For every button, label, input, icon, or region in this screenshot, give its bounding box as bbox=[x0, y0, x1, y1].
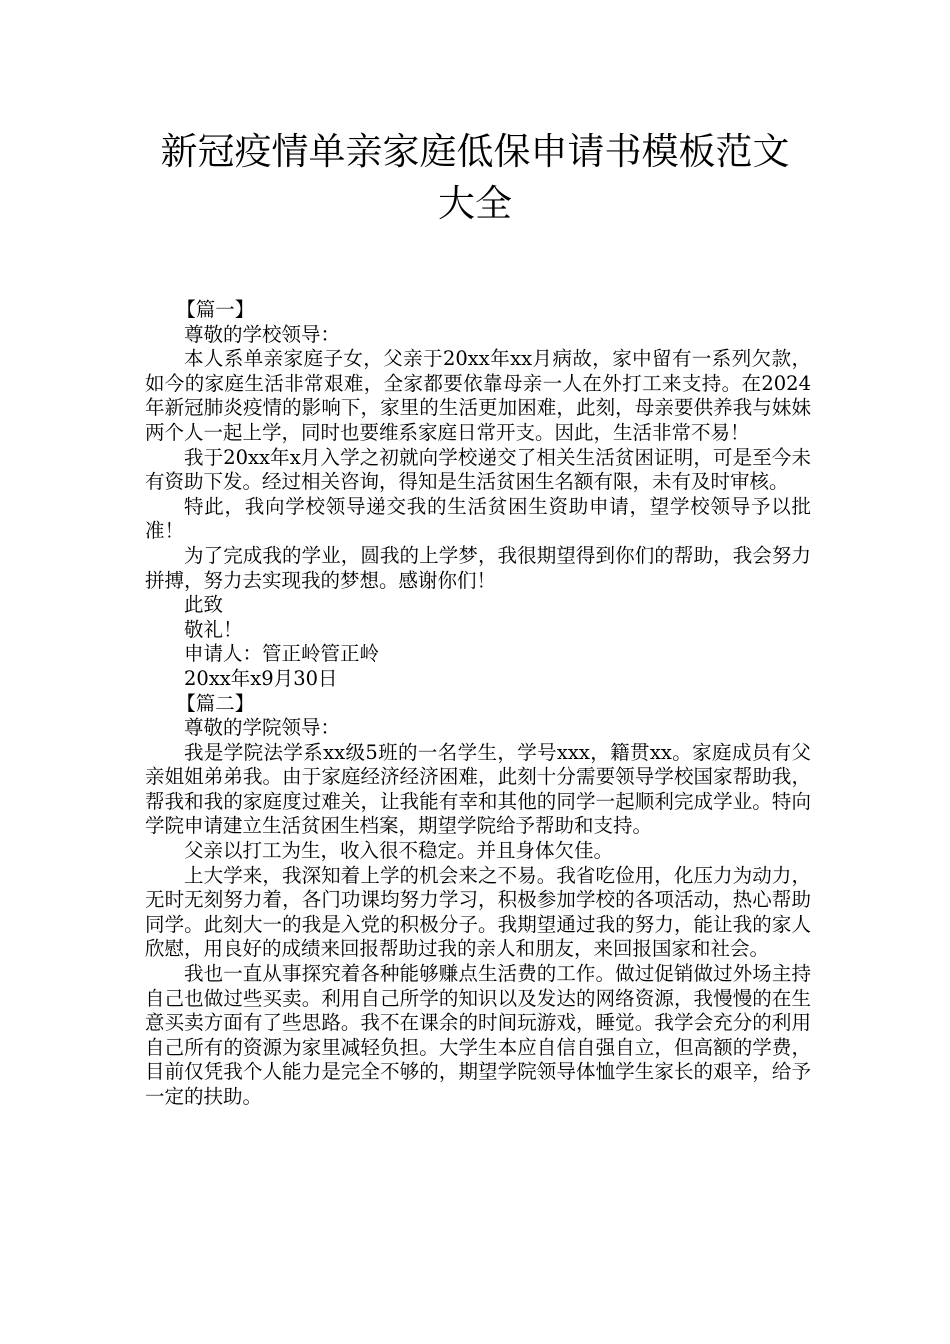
section-2-paragraph: 上大学来，我深知着上学的机会来之不易。我省吃俭用，化压力为动力，无时无刻努力着，各门功课均努力学习，积极参加学校的各项活动，热心帮助同学。此刻大一的我是入党的积极分子。我期望通过我的努力，能让我的家人欣慰，用良好的成绩来回报帮助过我的亲人和朋友，来回报国家和社会。 bbox=[145, 863, 811, 961]
document-body bbox=[145, 298, 811, 1110]
section-1-heading: 【篇一】 bbox=[176, 298, 255, 321]
section-2-paragraph: 我也一直从事探究着各种能够赚点生活费的工作。做过促销做过外场主持自己也做过些买卖。利用自己所学的知识以及发达的网络资源，我慢慢的在生意买卖方面有了些思路。我不在课余的时间玩游戏，睡觉。我学会充分的利用自己所有的资源为家里减轻负担。大学生本应自信自强自立，但高额的学费，目前仅凭我个人能力是完全不够的，期望学院领导体恤学生家长的艰辛，给予一定的扶助。 bbox=[145, 962, 811, 1108]
section-1-paragraph: 我于20xx年x月入学之初就向学校递交了相关生活贫困证明，可是至今未有资助下发。经过相关咨询，得知是生活贫困生名额有限，未有及时审核。 bbox=[145, 445, 811, 494]
title-line-1: 新冠疫情单亲家庭低保申请书模板范文 bbox=[160, 130, 790, 173]
section-2-paragraph: 父亲以打工为生，收入很不稳定。并且身体欠佳。 bbox=[184, 839, 614, 863]
section-2-heading: 【篇二】 bbox=[176, 691, 255, 715]
section-1-paragraph: 本人系单亲家庭子女，父亲于20xx年xx月病故，家中留有一系列欠款，如今的家庭生活非常艰难，全家都要依靠母亲一人在外打工来支持。在2024年新冠肺炎疫情的影响下，家里的生活更加困难，此刻，母亲要供养我与妹妹两个人一起上学，同时也要维系家庭日常开支。因此，生活非常不易！ bbox=[145, 347, 811, 444]
section-1-paragraph: 特此，我向学校领导递交我的生活贫困生资助申请，望学校领导予以批准！ bbox=[145, 494, 811, 543]
closing-line-2: 敬礼！ bbox=[184, 617, 243, 641]
section-1-paragraph: 为了完成我的学业，圆我的上学梦，我很期望得到你们的帮助，我会努力拼搏，努力去实现我的梦想。感谢你们！ bbox=[145, 543, 811, 592]
section-2-salutation: 尊敬的学院领导： bbox=[184, 716, 341, 740]
section-1-salutation: 尊敬的学校领导： bbox=[184, 322, 341, 346]
section-2-paragraph: 我是学院法学系xx级5班的一名学生，学号xxx，籍贯xx。家庭成员有父亲姐姐弟弟我。由于家庭经济经济困难，此刻十分需要领导学校国家帮助我，帮我和我的家庭度过难关，让我能有幸和其他的同学一起顺利完成学业。特向学院申请建立生活贫困生档案，期望学院给予帮助和支持。 bbox=[145, 740, 811, 838]
closing-line-1: 此致 bbox=[184, 593, 224, 617]
application-date: 20xx年x9月30日 bbox=[184, 666, 338, 690]
title-line-2: 大全 bbox=[438, 182, 512, 225]
document-title bbox=[100, 126, 850, 230]
applicant-signature: 申请人：管正岭管正岭 bbox=[184, 642, 380, 666]
